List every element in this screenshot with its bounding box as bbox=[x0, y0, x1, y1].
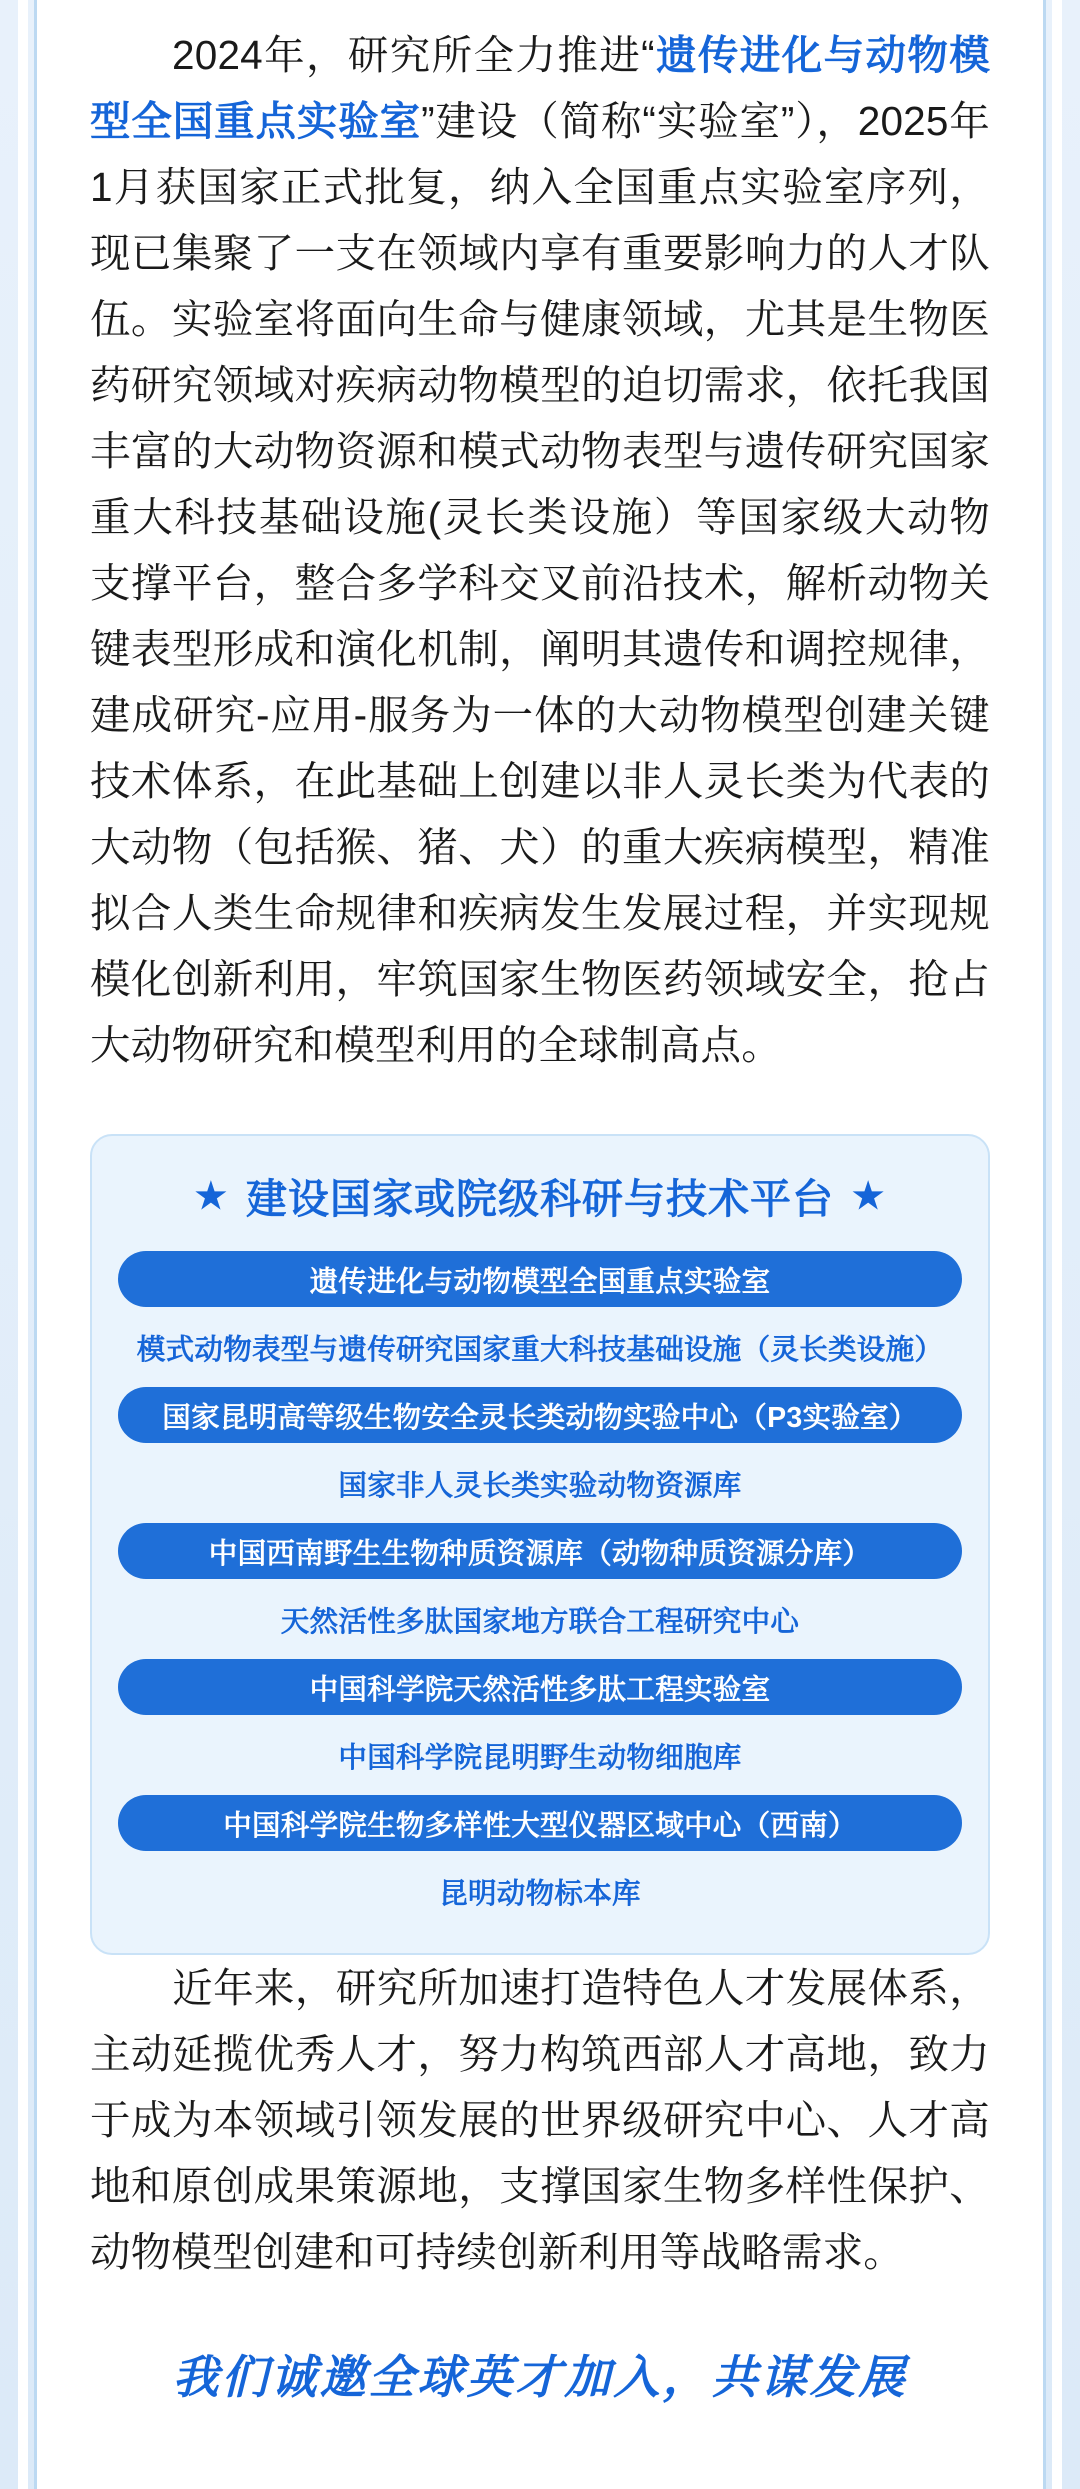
paragraph-lab-construction bbox=[90, 22, 990, 1078]
invitation-slogan: 我们诚邀全球英才加入，共谋发展 bbox=[172, 2352, 908, 2403]
paragraph-talent-development bbox=[90, 1955, 990, 2285]
paragraph1-segment-1: 2024年，研究所全力推进“ bbox=[172, 32, 655, 78]
list-item[interactable]: 模式动物表型与遗传研究国家重大科技基础设施（灵长类设施） bbox=[136, 1333, 944, 1366]
platform-card bbox=[90, 1134, 990, 1955]
list-item[interactable]: 中国科学院昆明野生动物细胞库 bbox=[338, 1741, 742, 1774]
platform-list bbox=[118, 1251, 962, 1919]
lab-name-highlight: 遗传进化与动物模型全国重点实验室 bbox=[90, 32, 990, 144]
platform-card-title-text: 建设国家或院级科研与技术平台 bbox=[246, 1176, 834, 1222]
paragraph1-segment-3: ”建设（简称“实验室”），2025年1月获国家正式批复，纳入全国重点实验室序列，现已集聚了一支在领域内享有重要影响力的人才队伍。实验室将面向生命与健康领域，尤其是生物医药研究领域对疾病动物模型的迫切需求，依托我国丰富的大动物资源和模式动物表型与遗传研究国家重大科技基础设施(灵长类设施）等国家级大动物支撑平台，整合多学科交叉前沿技术，解析动物关键表型形成和演化机制，阐明其遗传和调控规律，建成研究-应用-服务为一体的大动物模型创建关键技术体系，在此基础上创建以非人灵长类为代表的大动物（包括猴、猪、犬）的重大疾病模型，精准拟合人类生命规律和疾病发生发展过程，并实现规模化创新利用，牢筑国家生物医药领域安全，抢占大动物研究和模型利用的全球制高点。 bbox=[90, 98, 991, 1068]
article-content bbox=[34, 0, 1046, 2447]
list-item[interactable]: 昆明动物标本库 bbox=[439, 1877, 641, 1910]
list-item[interactable]: 遗传进化与动物模型全国重点实验室 bbox=[118, 1251, 962, 1307]
star-icon-left: ★ bbox=[194, 1174, 228, 1216]
list-item[interactable]: 天然活性多肽国家地方联合工程研究中心 bbox=[280, 1605, 800, 1638]
list-item[interactable]: 中国科学院天然活性多肽工程实验室 bbox=[118, 1659, 962, 1715]
platform-card-title bbox=[118, 1166, 962, 1225]
list-item[interactable]: 国家非人灵长类实验动物资源库 bbox=[338, 1469, 742, 1502]
right-decorative-rail bbox=[1043, 0, 1080, 2489]
left-rail-inner-stripe bbox=[18, 0, 28, 2489]
right-rail-inner-stripe bbox=[1052, 0, 1062, 2489]
list-item[interactable]: 中国科学院生物多样性大型仪器区域中心（西南） bbox=[118, 1795, 962, 1851]
paragraph2-text: 近年来，研究所加速打造特色人才发展体系，主动延揽优秀人才，努力构筑西部人才高地，致力于成为本领域引领发展的世界级研究中心、人才高地和原创成果策源地，支撑国家生物多样性保护、动物模型创建和可持续创新利用等战略需求。 bbox=[90, 1965, 990, 2275]
star-icon-right: ★ bbox=[852, 1174, 886, 1216]
list-item[interactable]: 中国西南野生生物种质资源库（动物种质资源分库） bbox=[118, 1523, 962, 1579]
left-decorative-rail bbox=[0, 0, 37, 2489]
list-item[interactable]: 国家昆明高等级生物安全灵长类动物实验中心（P3实验室） bbox=[118, 1387, 962, 1443]
